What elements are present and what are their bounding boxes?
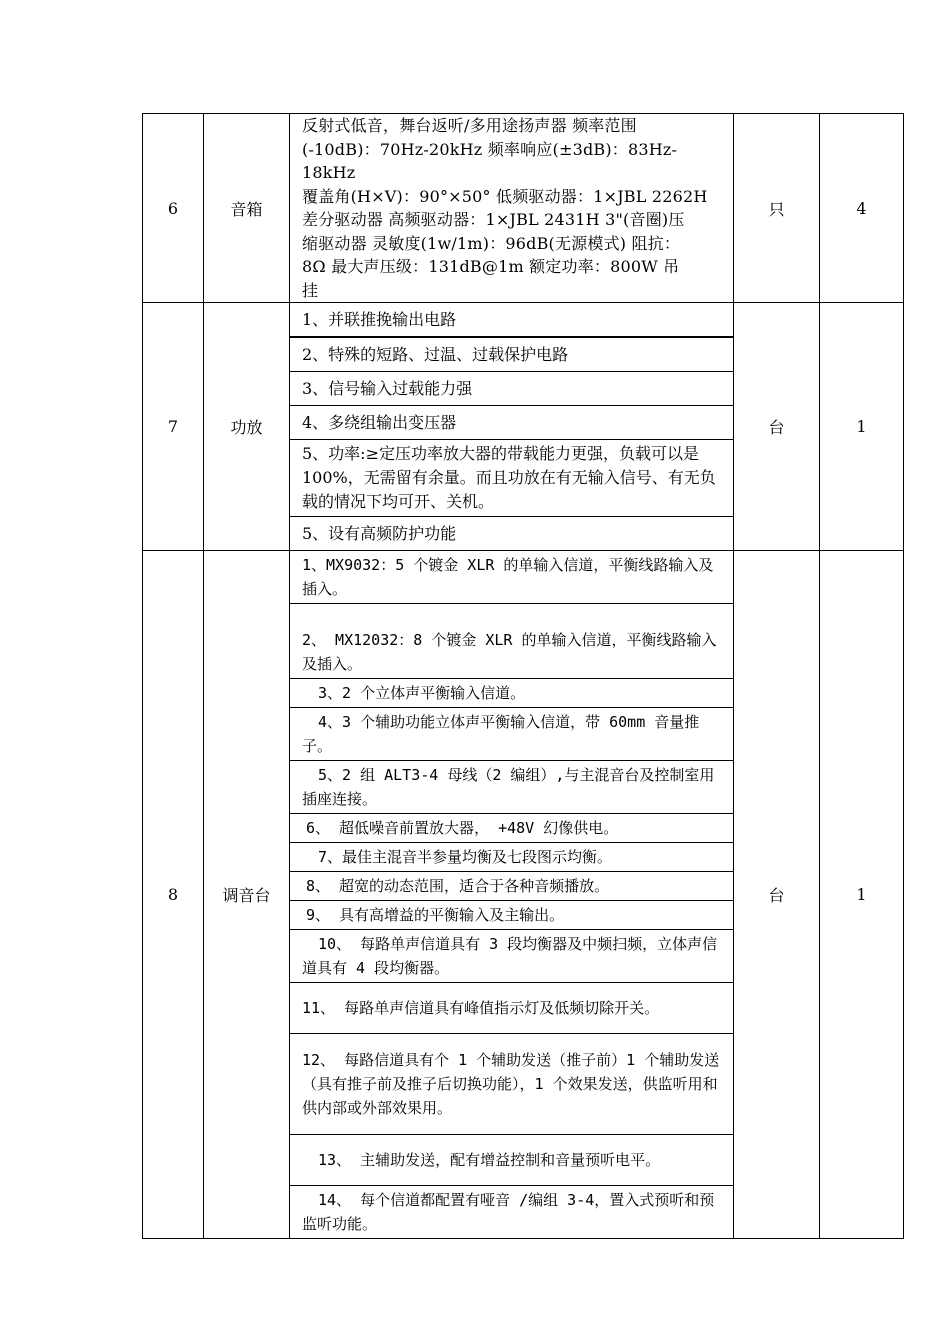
item-name: 调音台 (204, 551, 290, 1239)
quantity: 4 (820, 114, 904, 303)
table-row (143, 114, 904, 303)
row-number: 8 (143, 551, 204, 1239)
feature-item: 5、设有高频防护功能 (290, 517, 734, 551)
desc-line: 差分驱动器 高频驱动器：1×JBL 2431H 3"(音圈)压 (302, 210, 685, 229)
feature-item: 11、 每路单声信道具有峰值指示灯及低频切除开关。 (290, 983, 734, 1034)
feature-item: 2、 MX12032：8 个镀金 XLR 的单输入信道，平衡线路输入及插入。 (290, 604, 734, 679)
table-row (143, 551, 904, 604)
table-row (143, 303, 904, 338)
feature-item: 6、 超低噪音前置放大器， +48V 幻像供电。 (290, 814, 734, 843)
desc-line: (-10dB)：70Hz-20kHz 频率响应(±3dB)：83Hz-18kHz (302, 139, 678, 182)
feature-item: 12、 每路信道具有个 1 个辅助发送（推子前）1 个辅助发送（具有推子前及推子后切换功能），1 个效果发送，供监听用和供内部或外部效果用。 (290, 1034, 734, 1135)
item-name: 功放 (204, 303, 290, 551)
feature-item: 7、最佳主混音半参量均衡及七段图示均衡。 (290, 843, 734, 872)
desc-line: 覆盖角(H×V)：90°×50° 低频驱动器：1×JBL 2262H (302, 186, 708, 206)
feature-item: 3、信号输入过载能力强 (290, 372, 734, 406)
feature-item: 9、 具有高增益的平衡输入及主输出。 (290, 901, 734, 930)
feature-item: 1、MX9032：5 个镀金 XLR 的单输入信道，平衡线路输入及插入。 (290, 551, 734, 604)
feature-item: 14、 每个信道都配置有哑音 /编组 3-4，置入式预听和预监听功能。 (290, 1186, 734, 1239)
unit: 台 (734, 303, 820, 551)
feature-item: 10、 每路单声信道具有 3 段均衡器及中频扫频，立体声信道具有 4 段均衡器。 (290, 930, 734, 983)
feature-item: 1、并联推挽输出电路 (290, 303, 734, 338)
feature-item: 8、 超宽的动态范围，适合于各种音频播放。 (290, 872, 734, 901)
quantity: 1 (820, 303, 904, 551)
desc-line: 反射式低音，舞台返听/多用途扬声器 频率范围 (302, 116, 637, 135)
item-description (290, 114, 734, 303)
quantity: 1 (820, 551, 904, 1239)
feature-item: 2、特殊的短路、过温、过载保护电路 (290, 337, 734, 372)
equipment-spec-table (142, 113, 904, 1239)
row-number: 6 (143, 114, 204, 303)
unit: 只 (734, 114, 820, 303)
desc-line: 缩驱动器 灵敏度(1w/1m)：96dB(无源模式) 阻抗： (302, 233, 681, 253)
feature-item: 3、2 个立体声平衡输入信道。 (290, 679, 734, 708)
feature-item: 4、多绕组输出变压器 (290, 406, 734, 440)
item-name: 音箱 (204, 114, 290, 303)
feature-item: 5、功率:≥定压功率放大器的带载能力更强，负载可以是 100%，无需留有余量。而且功放在有无输入信号、有无负载的情况下均可开、关机。 (290, 440, 734, 517)
desc-line: 8Ω 最大声压级：131dB@1m 额定功率：800W 吊 (302, 257, 680, 276)
feature-item: 13、 主辅助发送，配有增益控制和音量预听电平。 (290, 1135, 734, 1186)
feature-item: 5、2 组 ALT3-4 母线（2 编组）,与主混音台及控制室用插座连接。 (290, 761, 734, 814)
desc-line: 挂 (302, 280, 319, 300)
feature-item: 4、3 个辅助功能立体声平衡输入信道，带 60mm 音量推子。 (290, 708, 734, 761)
unit: 台 (734, 551, 820, 1239)
row-number: 7 (143, 303, 204, 551)
